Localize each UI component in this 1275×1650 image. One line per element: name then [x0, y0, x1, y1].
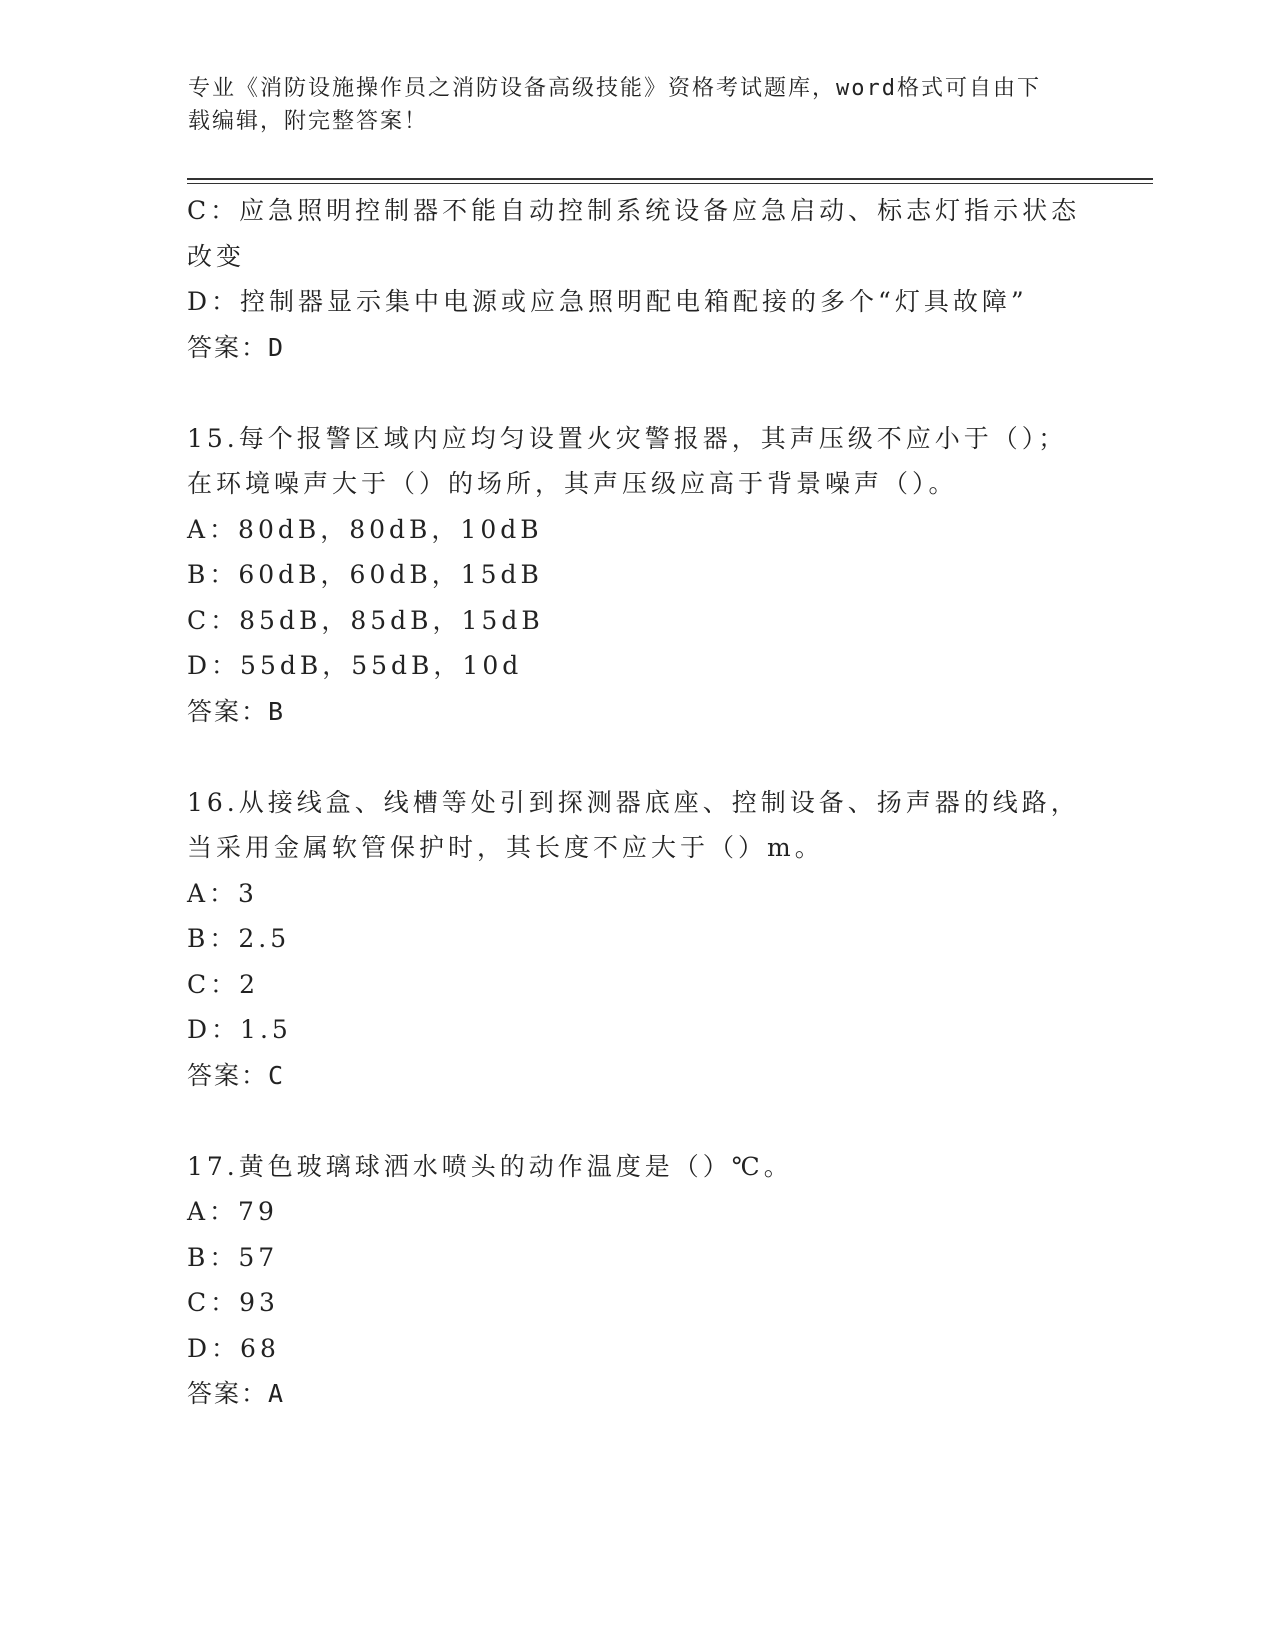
spacer: [187, 1098, 1087, 1144]
option-a: A：80dB，80dB，10dB: [187, 514, 543, 544]
question-17: [187, 1144, 1087, 1417]
option-c: C：2: [187, 969, 260, 999]
option-d: D：1.5: [187, 1015, 292, 1044]
answer: 答案：C: [187, 1060, 286, 1090]
question-stem-continued: 当采用金属软管保护时，其长度不应大于（）m。: [187, 833, 824, 862]
header-line-2: 载编辑，附完整答案！: [188, 109, 429, 134]
answer: 答案：B: [187, 696, 286, 726]
option-d: D：55dB，55dB，10d: [187, 651, 523, 680]
question-stem: 17.黄色玻璃球洒水喷头的动作温度是（）℃。: [187, 1151, 793, 1181]
question-16: [187, 780, 1087, 1099]
option-a: A：3: [187, 878, 258, 908]
question-stem: 16.从接线盒、线槽等处引到探测器底座、控制设备、扬声器的线路，: [187, 787, 1080, 817]
document-header: [188, 72, 1078, 138]
option-c: C：85dB，85dB，15dB: [187, 605, 544, 635]
question-15: [187, 416, 1087, 735]
question-stem-continued: 在环境噪声大于（）的场所，其声压级应高于背景噪声（）。: [187, 469, 958, 498]
header-divider-thin: [187, 183, 1153, 184]
option-c-continued: 改变: [187, 241, 246, 271]
spacer: [187, 370, 1087, 416]
header-divider-thick: [187, 178, 1153, 180]
header-line-1: 专业《消防设施操作员之消防设备高级技能》资格考试题库，word格式可自由下: [188, 76, 1041, 101]
option-c: C：93: [187, 1288, 279, 1317]
question-14-continued: [187, 188, 1087, 370]
spacer: [187, 734, 1087, 780]
option-d: D：68: [187, 1333, 280, 1363]
answer: 答案：A: [187, 1379, 286, 1408]
option-a: A：79: [187, 1197, 278, 1226]
option-c: C：应急照明控制器不能自动控制系统设备应急启动、标志灯指示状态: [187, 196, 1081, 225]
option-b: B：2.5: [187, 924, 291, 953]
option-b: B：60dB，60dB，15dB: [187, 560, 543, 589]
answer: 答案：D: [187, 332, 286, 362]
option-b: B：57: [187, 1242, 279, 1272]
question-stem: 15.每个报警区域内应均匀设置火灾警报器，其声压级不应小于（）；: [187, 423, 1068, 453]
question-list: [187, 188, 1087, 1417]
option-d: D：控制器显示集中电源或应急照明配电箱配接的多个“灯具故障”: [187, 287, 1028, 316]
